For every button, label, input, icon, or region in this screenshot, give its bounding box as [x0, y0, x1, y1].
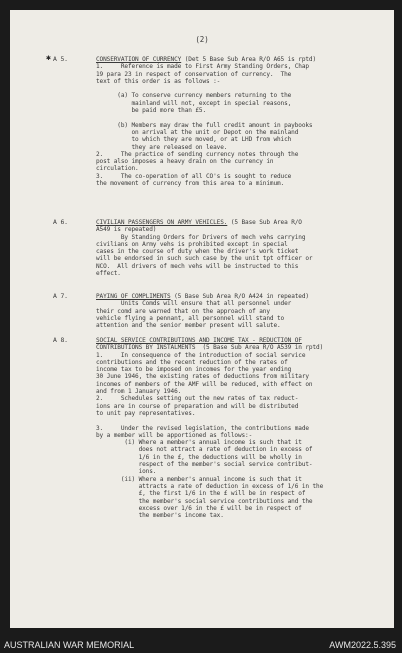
document-page [10, 10, 394, 628]
text-line: post also imposes a heavy drain on the currency in [96, 158, 274, 166]
footer-institution: AUSTRALIAN WAR MEMORIAL [4, 640, 135, 650]
text-line: ions are in course of preparation and will be distributed [96, 402, 299, 410]
section-a8 [96, 337, 323, 519]
text-line: ions. [96, 468, 157, 476]
section-a6 [96, 219, 312, 277]
section-reference: (5 Base Sub Area R/O A424 in repeated) [170, 293, 309, 300]
text-line: NCO. All drivers of mech vehs will be instructed to this [96, 262, 299, 270]
text-line: respect of the member's social service contribut- [96, 461, 313, 469]
text-line: vehicle flying a pennant, all personnel will stand to [96, 314, 285, 322]
text-line: the member's income tax. [96, 512, 224, 520]
text-line: cases in the course of duty when the driver's work ticket [96, 248, 299, 256]
section-heading: SOCIAL SERVICE CONTRIBUTIONS AND INCOME TAX - REDUCTION OF [96, 337, 302, 344]
section-body [96, 226, 312, 277]
text-line: to which they are moved, or at LHD from which [96, 136, 292, 144]
text-line: and from 1 January 1946. [96, 388, 182, 396]
margin-mark: ✱ [46, 53, 51, 62]
text-line: 19 para 23 in respect of conservation of currency. The [96, 70, 292, 78]
text-line: incomes of members of the AMF will be reduced, with effect on [96, 380, 313, 388]
text-line: 3. Under the revised legislation, the contributions made [96, 424, 309, 432]
text-line: 1/6 in the £, the deductions will be wholly in [96, 453, 302, 461]
text-line [96, 85, 316, 92]
text-line: their comd are warned that on the approach of any [96, 307, 270, 315]
text-line: 30 June 1946, the existing rates of deductions from military [96, 373, 309, 381]
text-line: to unit pay representatives. [96, 409, 196, 417]
text-line: effect. [96, 270, 121, 278]
section-heading: CONSERVATION OF CURRENCY [96, 56, 182, 63]
text-line: (b) Members may draw the full credit amount in paybooks [96, 121, 313, 129]
section-number: A 6. [53, 218, 68, 226]
text-line [96, 114, 316, 121]
text-line: will be endorsed in such such case by the unit tpt officer or [96, 255, 313, 263]
section-reference: (Det 5 Base Sub Area R/O A65 is rptd) [181, 56, 317, 63]
section-number: A 7. [53, 292, 68, 300]
section-reference: (5 Base Sub Area R/O [227, 219, 302, 226]
text-line: income tax to be imposed on incomes for the year ending [96, 366, 292, 374]
archive-footer [0, 636, 402, 653]
text-line: CONTRIBUTIONS BY INSTALMENTS (5 Base Sub Area R/O A539 in rptd) [96, 344, 324, 352]
section-heading: CIVILIAN PASSENGERS ON ARMY VEHICLES. [96, 219, 228, 226]
section-a7 [96, 293, 309, 329]
text-line: be paid more than £5. [96, 107, 207, 115]
text-line: civilians on Army vehs is prohibited except in special [96, 240, 288, 248]
footer-accession-number: AWM2022.5.395 [329, 640, 396, 650]
text-line: the member's social service contributions and the [96, 497, 313, 505]
text-line: Units Comds will ensure that all personnel under [96, 300, 292, 308]
text-line: text of this order is as follows :- [96, 77, 221, 85]
text-line: 2. Schedules setting out the new rates of tax reduct- [96, 395, 299, 403]
text-line: contributions and the recent reduction of the rates of [96, 358, 288, 366]
text-line: (i) Where a member's annual income is such that it [96, 439, 302, 447]
text-line: excess over 1/6 in the £ will be in respect of [96, 504, 302, 512]
text-line: 3. The co-operation of all CO's is sought to reduce [96, 172, 292, 180]
section-body [96, 344, 323, 519]
text-line: By Standing Orders for Drivers of mech vehs carrying [96, 233, 306, 241]
text-line: (a) To conserve currency members returning to the [96, 92, 292, 100]
text-line: (ii) Where a member's annual income is such that it [96, 475, 302, 483]
section-a5 [96, 56, 316, 187]
section-number: A 5. [53, 55, 68, 63]
section-heading: PAYING OF COMPLIMENTS [96, 293, 171, 300]
text-line: attracts a rate of deduction in excess of 1/6 in the [96, 482, 324, 490]
text-line: 1. Reference is made to First Army Standing Orders, Chap [96, 63, 309, 71]
text-line: 1. In consequence of the introduction of social service [96, 351, 306, 359]
section-body [96, 63, 316, 187]
text-line: £, the first 1/6 in the £ will be in respect of [96, 490, 306, 498]
text-line [96, 417, 323, 424]
section-body [96, 300, 309, 329]
text-line: attention and the senior member present will salute. [96, 322, 281, 330]
text-line: circulation. [96, 165, 139, 173]
section-number: A 8. [53, 336, 68, 344]
text-line: the movement of currency from this area to a minimum. [96, 180, 285, 188]
text-line: does not attract a rate of deduction in excess of [96, 446, 313, 454]
text-line: by a member will be apportioned as follows:- [96, 431, 253, 439]
text-line: they are released on leave. [96, 143, 228, 151]
text-line: mainland will not, except in special reasons, [96, 99, 292, 107]
text-line: on arrival at the unit or Depot on the mainland [96, 128, 299, 136]
page-number: (2) [195, 35, 209, 44]
text-line: A549 is repeated) [96, 226, 157, 234]
text-line: 2. The practice of sending currency notes through the [96, 150, 299, 158]
